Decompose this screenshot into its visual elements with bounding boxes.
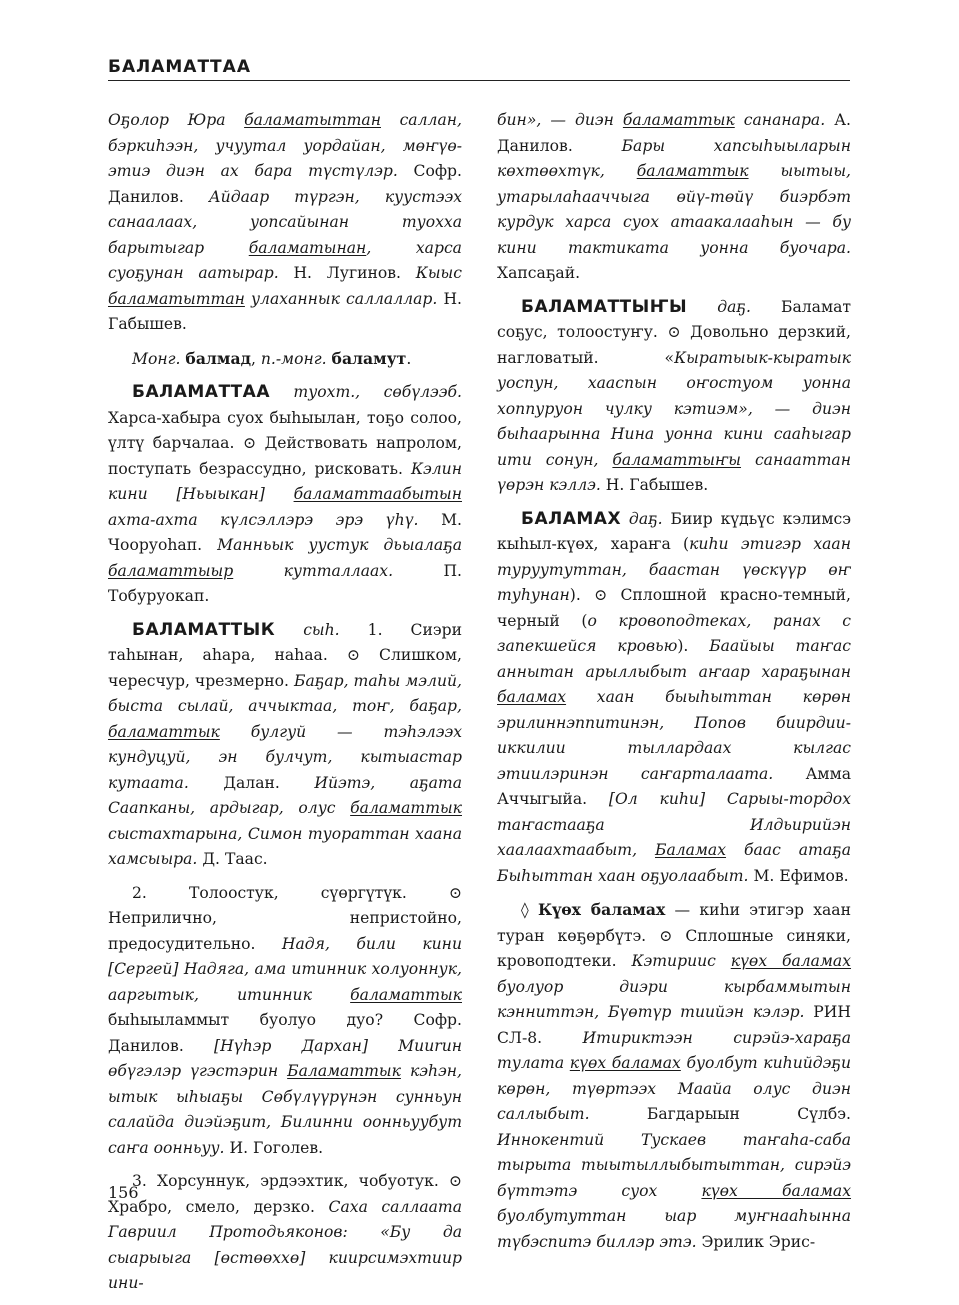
dictionary-paragraph xyxy=(108,380,462,610)
italic-text: Баҕар, таһы мэлий, быста сылай, аччыктаа, тоҥ, баҕар, xyxy=(108,671,462,715)
italic-text: кэһэн, ытык ыһыаҕы Сөбүлүүрүнэн сунньун салайда диэйэҕит, Билинни оонньуубут саҥа оонньуу. xyxy=(108,1062,462,1157)
italic-text: даҕ. xyxy=(687,297,781,316)
text-run: Д. Таас. xyxy=(202,850,268,868)
italic-text: [Ол киһи] Сарыы-тордох таҥастааҕа Илдьирийэн хаалаахтаабыт, xyxy=(497,790,851,859)
text-run: Баламат соҕус, толоостуҥу. ⊙ Довольно дерзкий, нагловатый. « xyxy=(497,297,851,367)
dictionary-paragraph xyxy=(108,618,462,873)
italic-text: санааттан үөрэн кэллэ. xyxy=(497,450,851,494)
italic-text: Кэлин кини [Ньыыкан] xyxy=(108,459,462,503)
italic-text: Айдаар түргэн, куустээх санаалаах, уопсайынан туоххa барытыгар xyxy=(108,187,462,257)
example-keyword: баламаттаабытын xyxy=(293,485,462,503)
text-run: П. Тобуруокап. xyxy=(108,561,462,605)
italic-text: буолуор диэри кырбаммытын кэнниттэн, Бүөтүр тиийэн кэлэр. xyxy=(497,977,851,1021)
italic-text: киһи этигэр хаан туруутуттан, баастан үөскүүр өҥ туһунан xyxy=(497,535,851,604)
headword: БАЛАМАТТЫК xyxy=(132,619,276,640)
text-run: М. Чооруоһап. xyxy=(108,510,462,554)
italic-text: улаханнык саллаллар. xyxy=(244,289,444,308)
example-keyword: Баламах xyxy=(655,841,727,859)
text-run: Н. Лугинов. xyxy=(293,264,416,282)
example-keyword: баламаттык xyxy=(350,985,462,1004)
example-keyword: баламаттык xyxy=(636,162,749,180)
text-run: Н. Габышев. xyxy=(605,476,709,494)
italic-text: Баайыы таҥас аннытан арыллыбыт аҥаар хараҕынан xyxy=(497,637,852,681)
example-keyword: баламаттык xyxy=(622,111,735,129)
italic-text: п.-монг. xyxy=(260,349,332,368)
example-keyword: күөх баламах xyxy=(701,1181,852,1200)
dictionary-paragraph xyxy=(108,108,462,338)
text-run: Софр. Данилов. xyxy=(108,1011,462,1055)
dictionary-paragraph xyxy=(108,881,462,1162)
italic-text: [Нүһэр Дархан] Мииrин өбүгэлэр үгэстэрин xyxy=(108,1036,463,1080)
italic-text: Иннокентий Тускаев таҥаһа-саба тырыта тыытыллыбытыттан, сирэйэ бүттэтэ суох xyxy=(497,1130,851,1200)
header-rule xyxy=(108,80,850,81)
italic-text: сыстахтарына, Симон туораттан хаана хамсыыра. xyxy=(108,824,462,868)
italic-text: о кровоподтеках, ранах с запекшейся кровью xyxy=(497,611,851,655)
page-number: 156 xyxy=(108,1183,139,1202)
text-run: Харса-хабыра суох быһыылан, тоҕо солоо, үлтү барчалаа. ⊙ Действовать напролом, поступать безрассудно, рисковать. xyxy=(108,408,462,478)
example-keyword: баламаттык xyxy=(108,722,220,741)
italic-text: Саха саллаата Гавриил Протодьяконов: «Бу да сыарыыга [өстөөххө] киирсимэхтиир ини- xyxy=(108,1197,462,1292)
bold-term: балмад xyxy=(185,348,251,368)
italic-text: туохт., сөбүлээб. xyxy=(269,383,462,401)
italic-text: Кэтириис xyxy=(631,952,731,970)
text-run: ). ⊙ Сплошной красно-темный, черный ( xyxy=(497,586,851,630)
text-run: быһыыламмыт буолуо дуо? xyxy=(108,1011,414,1029)
italic-text: ахта-ахта күлсэллэрэ эрэ үһү. xyxy=(108,510,442,529)
text-run: 1. Сиэри таһынан, аһара, наһаа. ⊙ Слишком, чересчур, чрезмерно. xyxy=(108,620,462,690)
example-keyword: Баламаттык xyxy=(287,1062,401,1080)
example-keyword: баламатыттан xyxy=(244,111,381,129)
example-keyword: баламаттыыр xyxy=(108,561,234,580)
text-run: ◊ xyxy=(521,901,538,919)
italic-text: Манньык уустук дьыалаҕа xyxy=(217,536,463,554)
text-run: Биир күдьүс кэлимсэ кыһыл-күөх, хараҥа ( xyxy=(497,509,851,553)
text-run: Софр. Данилов. xyxy=(108,162,462,206)
text-run: М. Ефимов. xyxy=(753,866,849,885)
running-head: БАЛАМАТТАА xyxy=(108,57,251,77)
text-run: Эрилик Эрис- xyxy=(701,1232,816,1251)
italic-text: Итириктээн сирэйэ-хараҕа тулата xyxy=(497,1028,851,1072)
text-run: ). xyxy=(677,637,710,655)
italic-text: баас атаҕа Быһыттан хаан оҕуолаабыт. xyxy=(497,841,851,885)
example-keyword: баламах xyxy=(497,688,567,706)
text-run: Н. Габышев. xyxy=(108,289,462,333)
italic-text: сыһ. xyxy=(275,620,368,639)
headword: БАЛАМАТТЫҤЫ xyxy=(521,296,688,317)
italic-text: бин», — диэн xyxy=(497,111,623,129)
italic-text: саллан, бэркиһээн, учуутал уордайан, мөҥүө-этиэ диэн ах бара түстүлэр. xyxy=(108,111,462,180)
example-keyword: баламаттыҥы xyxy=(612,450,742,469)
text-run: Хапсаҕай. xyxy=(497,264,581,282)
dictionary-paragraph xyxy=(497,507,851,890)
text-run: А. Данилов. xyxy=(497,111,851,155)
text-run: Амма Аччыгыйа. xyxy=(497,764,851,808)
italic-text: Кыратыык-кыратык уоспун, хааспын оҥостуом уонна хоппуруон чулку кэтиэм», — диэн быһаарынна Нина уонна кини сааһыгар ити сонун, xyxy=(497,348,851,469)
text-run: , xyxy=(250,349,261,368)
headword: БАЛАМАТТАА xyxy=(132,382,270,402)
italic-text: буолбутуттан ыар муҥнааһынна түбэспитэ биллэр этэ. xyxy=(497,1207,851,1251)
italic-text: буолбут киһийдэҕи көрөн, түөртээх Маайа олус диэн саллыбыт. xyxy=(497,1054,852,1123)
text-run: И. Гоголев. xyxy=(229,1138,324,1157)
bold-term: Күөх баламах xyxy=(538,900,666,919)
text-run: . xyxy=(406,349,412,368)
bold-term: баламут xyxy=(331,348,407,368)
italic-text: хаан быыһыттан көрөн эрилиннэппитинэн, Попов биирдии-иккилии тыллардаах кылгас этиилэринэн саҥарталаата. xyxy=(497,688,851,783)
italic-text: сананара. xyxy=(734,111,835,129)
italic-text: , харса суоҕунан аатырар. xyxy=(108,238,462,282)
italic-text: Монг. xyxy=(132,349,186,368)
left-column xyxy=(108,108,462,1305)
italic-text: Надя, били кини [Сергей] Надяга, ама итинник холуоннук, ааргытык, итинник xyxy=(108,934,462,1004)
text-run: Багдарыын Сүлбэ. xyxy=(646,1105,851,1123)
dictionary-paragraph xyxy=(108,1169,462,1297)
dictionary-paragraph xyxy=(108,346,462,373)
italic-text: Ийэтэ, аҕата Саапканы, ардыгар, олус xyxy=(108,773,462,817)
text-run: 3. Хорсуннук, эрдээхтик, чобуотук. ⊙ Храбро, смело, дерзко. xyxy=(108,1172,462,1216)
text-run: — киһи этигэр хаан туран көҕөрбүтэ. ⊙ Сплошные синяки, кровоподтеки. xyxy=(497,901,851,970)
text-run: 2. Толоостук, сүөргүтүк. ⊙ Неприлично, непристойно, предосудительно. xyxy=(108,883,462,953)
italic-text: даҕ. xyxy=(621,509,671,528)
dictionary-paragraph xyxy=(497,897,851,1255)
italic-text: ыытыы, утарылаһааччыга өйү-төйү биэрбэт курдук харса суох атаакалааһын — бу кини тактиката уонна буочара. xyxy=(497,162,851,257)
right-column xyxy=(497,108,851,1263)
dictionary-paragraph xyxy=(497,108,851,287)
italic-text: кутталлаах. xyxy=(233,561,444,580)
headword: БАЛАМАХ xyxy=(521,508,622,529)
italic-text: Бары хапсыһыыларын көхтөөхтүк, xyxy=(497,136,851,180)
example-keyword: күөх баламах xyxy=(569,1054,681,1072)
example-keyword: күөх баламах xyxy=(730,952,852,970)
dictionary-paragraph xyxy=(497,295,851,499)
italic-text: Оҕолор Юра xyxy=(108,111,245,129)
example-keyword: баламатыттан xyxy=(108,289,245,308)
example-keyword: баламатынан xyxy=(248,238,367,257)
italic-text: Кыыс xyxy=(415,264,462,282)
text-run: Далан. xyxy=(223,773,315,792)
text-run: РИН СЛ-8. xyxy=(497,1003,851,1047)
example-keyword: баламаттык xyxy=(350,799,462,817)
italic-text: булгуй — тэһэлээх кундуцуй, эн булчут, кытыастар кутаата. xyxy=(108,722,462,792)
